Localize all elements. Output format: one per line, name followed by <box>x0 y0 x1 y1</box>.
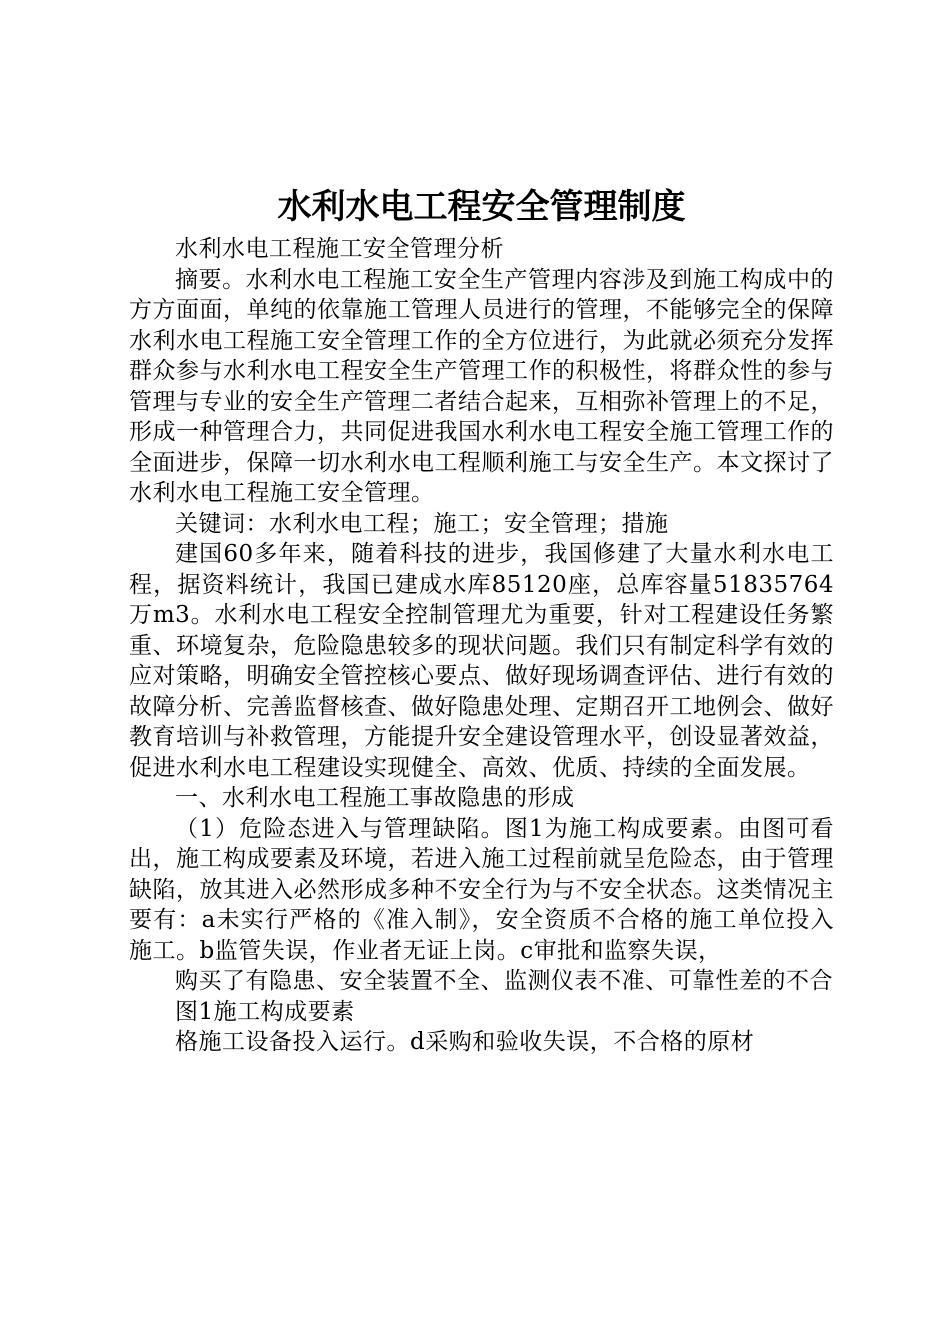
keywords-paragraph: 关键词：水利水电工程；施工；安全管理；措施 <box>175 510 669 537</box>
document-title: 水利水电工程安全管理制度 <box>277 187 686 227</box>
body-paragraph: 格施工设备投入运行。d采购和验收失误，不合格的原材 <box>175 1029 755 1055</box>
intro-paragraph: 建国60多年来，随着科技的进步，我国修建了大量水利水电工程，据资料统计，我国已建成水库85120座，总库容量51835764万m3。水利水电工程安全控制管理尤为重要，针对工程建设任务繁重、环境复杂，危险隐患较多的现状问题。我们只有制定科学有效的应对策略，明确安全管控核心要点、做好现场调查评估、进行有效的故障分析、完善监督核查、做好隐患处理、定期召开工地例会、做好教育培训与补救管理，方能提升安全建设管理水平，创设显著效益，促进水利水电工程建设实现健全、高效、优质、持续的全面发展。 <box>129 541 834 781</box>
body-paragraph: （1）危险态进入与管理缺陷。图1为施工构成要素。由图可看出，施工构成要素及环境，若进入施工过程前就呈危险态，由于管理缺陷，放其进入必然形成多种不安全行为与不安全状态。这类情况主要有：a未实行严格的《准入制》，安全资质不合格的施工单位投入施工。b监管失误，作业者无证上岗。c审批和监察失误， <box>129 815 834 964</box>
body-paragraph: 购买了有隐患、安全装置不全、监测仪表不准、可靠性差的不合 <box>175 968 833 994</box>
abstract-paragraph: 摘要。水利水电工程施工安全生产管理内容涉及到施工构成中的方方面面，单纯的依靠施工管理人员进行的管理，不能够完全的保障水利水电工程施工安全管理工作的全方位进行，为此就必须充分发挥群众参与水利水电工程安全生产管理工作的积极性，将群众性的参与管理与专业的安全生产管理二者结合起来，互相弥补管理上的不足，形成一种管理合力，共同促进我国水利水电工程安全施工管理工作的全面进步，保障一切水利水电工程顺利施工与安全生产。本文探讨了水利水电工程施工安全管理。 <box>129 266 834 506</box>
section-heading: 一、水利水电工程施工事故隐患的形成 <box>175 785 575 811</box>
subtitle-paragraph: 水利水电工程施工安全管理分析 <box>175 236 504 262</box>
figure-caption: 图1施工构成要素 <box>175 998 355 1025</box>
document-page <box>129 182 834 1058</box>
